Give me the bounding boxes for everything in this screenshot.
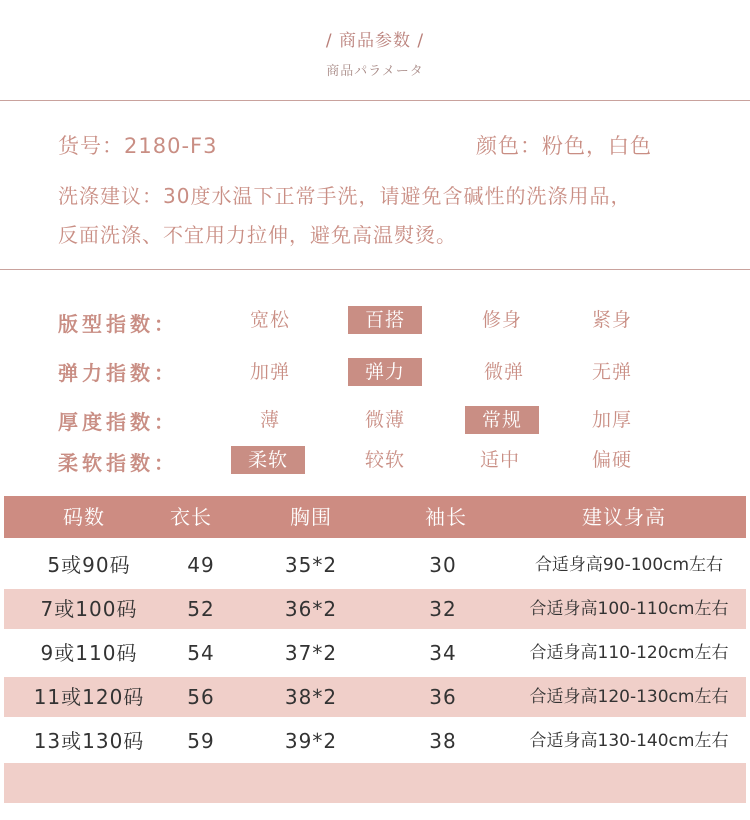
thickness-option-regular: 常规 bbox=[465, 406, 539, 434]
divider-middle bbox=[0, 269, 750, 270]
table-row bbox=[4, 589, 746, 629]
cell-chest: 38*2 bbox=[284, 685, 338, 709]
header-height: 建议身高 bbox=[582, 505, 666, 529]
item-number: 货号：2180-F3 bbox=[58, 134, 218, 158]
stretch-option-none: 无弹 bbox=[591, 361, 632, 383]
stretch-option-elastic: 弹力 bbox=[348, 358, 422, 386]
section-subtitle: 商品パラメータ bbox=[326, 64, 424, 79]
cell-size: 5或90码 bbox=[47, 553, 131, 577]
fit-option-slim: 修身 bbox=[481, 309, 522, 331]
cell-height: 合适身高100-110cm左右 bbox=[529, 599, 729, 619]
table-row bbox=[4, 545, 746, 585]
thickness-index-label: 厚度指数： bbox=[58, 410, 178, 434]
cell-sleeve: 30 bbox=[429, 553, 457, 577]
wash-advice-line-1: 洗涤建议：30度水温下正常手洗，请避免含碱性的洗涤用品， bbox=[58, 184, 632, 208]
cell-length: 49 bbox=[187, 553, 215, 577]
cell-chest: 36*2 bbox=[284, 597, 338, 621]
cell-size: 7或100码 bbox=[40, 597, 138, 621]
cell-height: 合适身高120-130cm左右 bbox=[529, 687, 729, 707]
softness-option-hard: 偏硬 bbox=[591, 449, 632, 471]
table-empty-row bbox=[4, 763, 746, 803]
stretch-option-extra: 加弹 bbox=[249, 361, 290, 383]
cell-height: 合适身高110-120cm左右 bbox=[529, 643, 729, 663]
stretch-index-label: 弹力指数： bbox=[58, 361, 178, 385]
fit-option-versatile: 百搭 bbox=[348, 306, 422, 334]
stretch-option-slight: 微弹 bbox=[483, 361, 524, 383]
softness-option-soft: 柔软 bbox=[231, 446, 305, 474]
wash-advice-line-2: 反面洗涤、不宜用力拉伸，避免高温熨烫。 bbox=[58, 223, 457, 247]
size-table-header bbox=[4, 496, 746, 538]
cell-size: 13或130码 bbox=[33, 729, 145, 753]
fit-index-label: 版型指数： bbox=[58, 312, 178, 336]
cell-length: 54 bbox=[187, 641, 215, 665]
softness-option-fairly-soft: 较软 bbox=[364, 449, 405, 471]
cell-height: 合适身高90-100cm左右 bbox=[534, 555, 724, 575]
cell-chest: 37*2 bbox=[284, 641, 338, 665]
softness-index-label: 柔软指数： bbox=[58, 451, 178, 475]
cell-length: 59 bbox=[187, 729, 215, 753]
cell-sleeve: 32 bbox=[429, 597, 457, 621]
header-chest: 胸围 bbox=[290, 505, 332, 529]
cell-height: 合适身高130-140cm左右 bbox=[529, 731, 729, 751]
cell-sleeve: 34 bbox=[429, 641, 457, 665]
softness-option-medium: 适中 bbox=[479, 449, 520, 471]
cell-sleeve: 36 bbox=[429, 685, 457, 709]
cell-size: 9或110码 bbox=[40, 641, 138, 665]
table-row bbox=[4, 721, 746, 761]
section-title: / 商品参数 / bbox=[325, 31, 425, 51]
fit-option-loose: 宽松 bbox=[249, 309, 290, 331]
cell-length: 56 bbox=[187, 685, 215, 709]
cell-chest: 39*2 bbox=[284, 729, 338, 753]
fit-option-tight: 紧身 bbox=[591, 309, 632, 331]
cell-size: 11或120码 bbox=[33, 685, 145, 709]
table-row bbox=[4, 677, 746, 717]
cell-sleeve: 38 bbox=[429, 729, 457, 753]
thickness-option-thick: 加厚 bbox=[591, 409, 632, 431]
cell-chest: 35*2 bbox=[284, 553, 338, 577]
cell-length: 52 bbox=[187, 597, 215, 621]
color-info: 颜色：粉色，白色 bbox=[476, 134, 652, 158]
thickness-option-slightly-thin: 微薄 bbox=[364, 409, 405, 431]
header-sleeve: 袖长 bbox=[425, 505, 467, 529]
thickness-option-thin: 薄 bbox=[259, 409, 280, 431]
header-size: 码数 bbox=[63, 505, 105, 529]
table-row bbox=[4, 633, 746, 673]
divider-top bbox=[0, 100, 750, 101]
header-length: 衣长 bbox=[170, 505, 212, 529]
